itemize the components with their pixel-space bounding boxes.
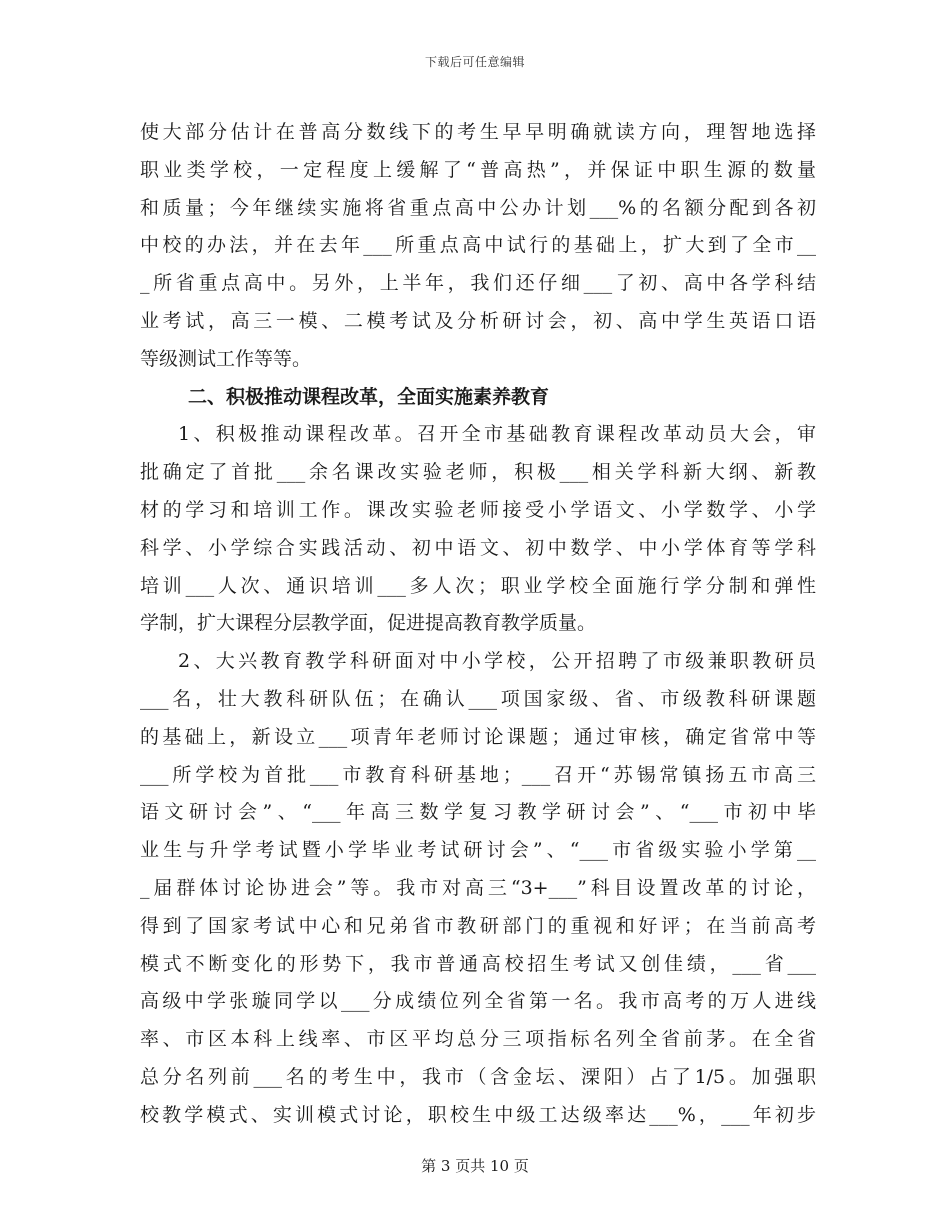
body-line: 高级中学张璇同学以___分成绩位列全省第一名。我市高考的万人进线	[140, 990, 816, 1013]
body-line: 批确定了首批___余名课改实验老师，积极___相关学科新大纲、新教	[140, 461, 816, 484]
body-line: 培训___人次、通识培训___多人次；职业学校全面施行学分制和弹性	[140, 574, 816, 597]
section-heading: 二、积极推动课程改革，全面实施素养教育	[188, 385, 550, 408]
body-line: 材的学习和培训工作。课改实验老师接受小学语文、小学数学、小学	[140, 498, 816, 521]
body-line: 2、大兴教育教学科研面对中小学校，公开招聘了市级兼职教研员	[178, 650, 816, 673]
body-line: 业生与升学考试暨小学毕业考试研讨会”、“___市省级实验小学第__	[140, 839, 816, 862]
body-line: 率、市区本科上线率、市区平均总分三项指标名列全省前茅。在全省	[140, 1028, 816, 1051]
body-line: 科学、小学综合实践活动、初中语文、初中数学、中小学体育等学科	[140, 536, 816, 559]
body-line: 总分名列前___名的考生中，我市（含金坛、溧阳）占了1/5。加强职	[140, 1065, 816, 1088]
body-line: 和质量；今年继续实施将省重点高中公办计划___%的名额分配到各初	[140, 196, 816, 219]
body-line: 校教学模式、实训模式讨论，职校生中级工达级率达___%，___年初步	[140, 1103, 816, 1126]
page-header: 下载后可任意编辑	[424, 55, 525, 69]
body-line: ___名，壮大教科研队伍；在确认___项国家级、省、市级教科研课题	[140, 687, 816, 710]
body-line: _届群体讨论协进会”等。我市对高三“3+___”科目设置改革的讨论，	[140, 876, 816, 899]
document-body	[140, 114, 816, 1135]
page-number: 第 3 页共 10 页	[421, 1157, 529, 1175]
body-line: 语文研讨会”、“___年高三数学复习教学研讨会”、“___市初中毕	[140, 801, 816, 824]
body-line: 的基础上，新设立___项青年老师讨论课题；通过审核，确定省常中等	[140, 725, 816, 748]
body-line: 使大部分估计在普高分数线下的考生早早明确就读方向，理智地选择	[140, 121, 816, 143]
body-line: 1、积极推动课程改革。召开全市基础教育课程改革动员大会，审	[178, 423, 816, 446]
body-line: 学制，扩大课程分层教学面，促进提高教育教学质量。	[140, 612, 597, 635]
body-line: 中校的办法，并在去年___所重点高中试行的基础上，扩大到了全市__	[140, 234, 816, 257]
body-line: 得到了国家考试中心和兄弟省市教研部门的重视和好评；在当前高考	[140, 914, 816, 937]
body-line: 模式不断变化的形势下，我市普通高校招生考试又创佳绩，___省___	[140, 952, 816, 975]
body-line: 职业类学校，一定程度上缓解了“普高热”，并保证中职生源的数量	[140, 158, 816, 181]
body-line: ___所学校为首批___市教育科研基地；___召开“苏锡常镇扬五市高三	[140, 763, 816, 786]
body-line: _所省重点高中。另外，上半年，我们还仔细___了初、高中各学科结	[140, 272, 816, 295]
body-line: 等级测试工作等等。	[140, 347, 312, 370]
body-line: 业考试，高三一模、二模考试及分析研讨会，初、高中学生英语口语	[140, 309, 816, 332]
